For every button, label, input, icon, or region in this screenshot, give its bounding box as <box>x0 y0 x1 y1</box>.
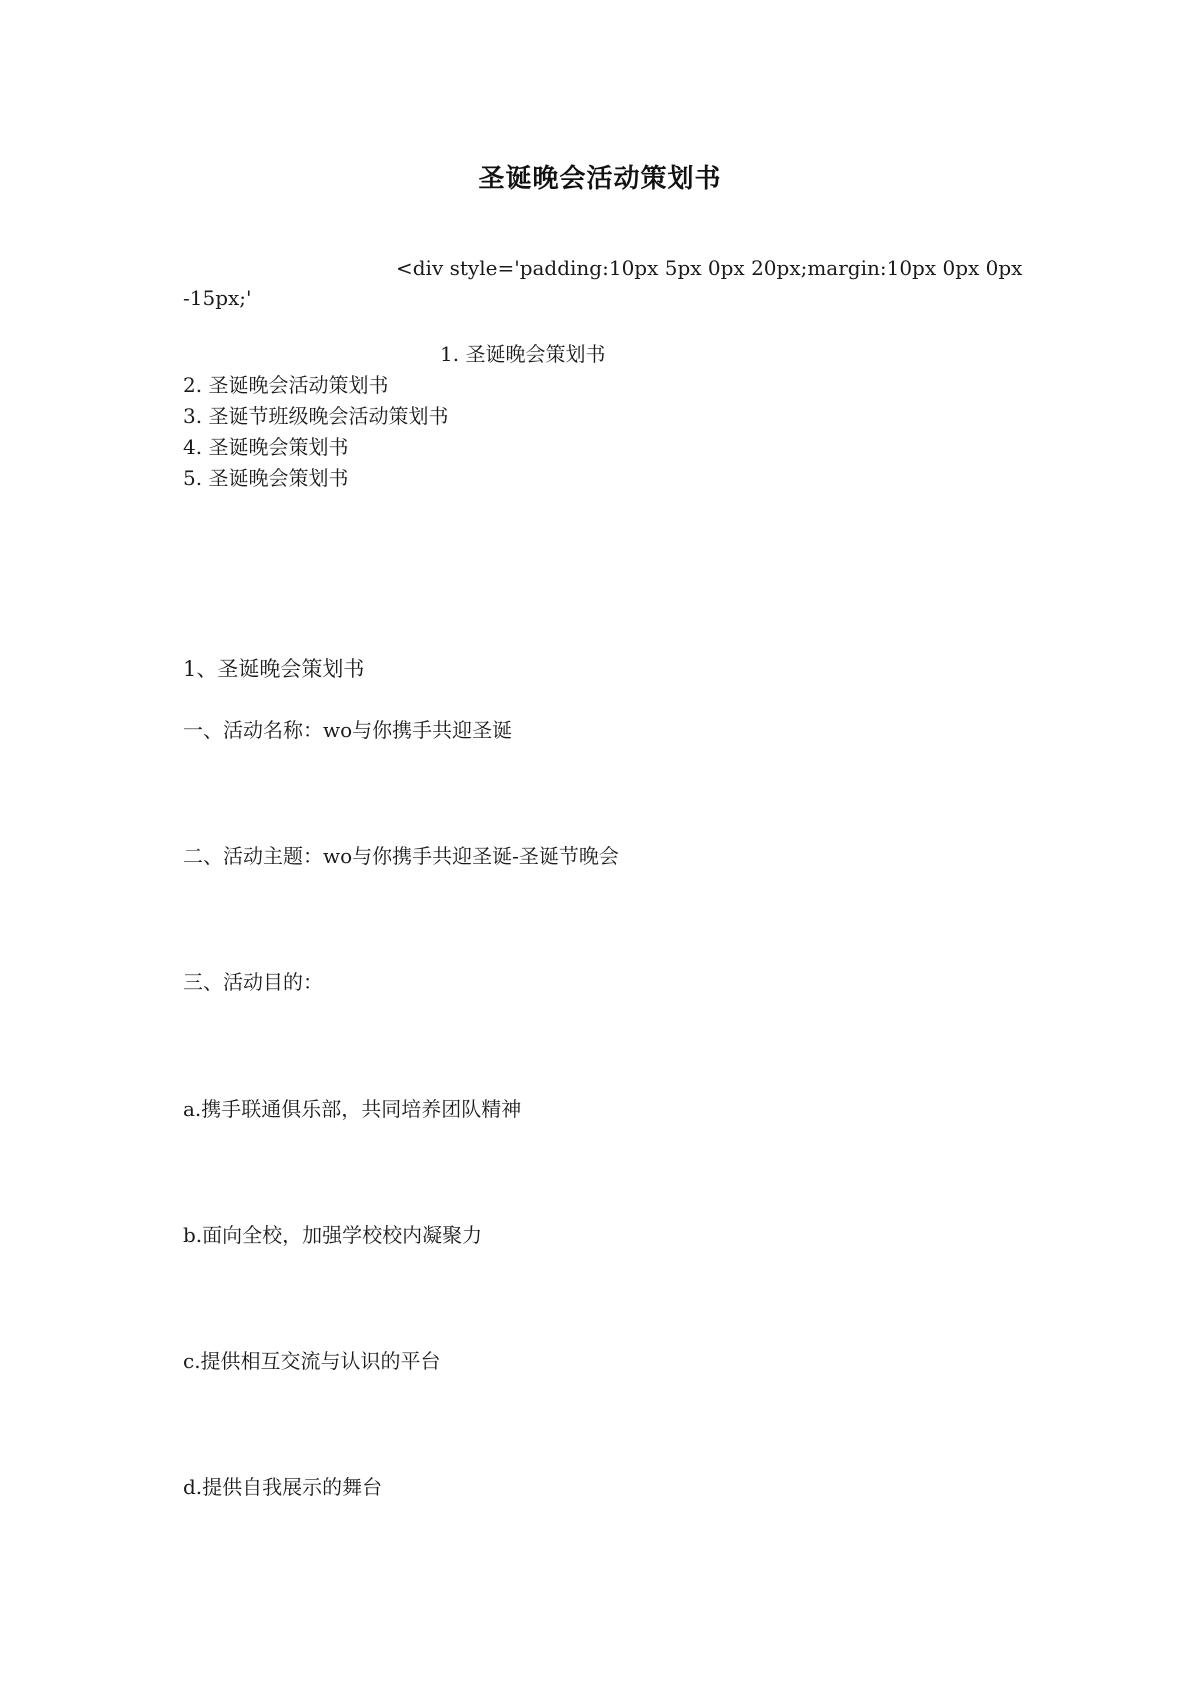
code-text-line-2: -15px;' <box>183 286 252 310</box>
paragraph-activity-name: 一、活动名称：wo与你携手共迎圣诞 <box>183 718 513 742</box>
toc-item-2: 2. 圣诞晚会活动策划书 <box>183 373 389 397</box>
toc-item-4: 4. 圣诞晚会策划书 <box>183 435 349 459</box>
toc-item-1: 1. 圣诞晚会策划书 <box>440 342 606 366</box>
section-heading: 1、圣诞晚会策划书 <box>183 657 365 681</box>
paragraph-purpose-d: d.提供自我展示的舞台 <box>183 1475 383 1499</box>
paragraph-purpose-b: b.面向全校，加强学校校内凝聚力 <box>183 1223 483 1247</box>
toc-item-5: 5. 圣诞晚会策划书 <box>183 466 349 490</box>
paragraph-activity-theme: 二、活动主题：wo与你携手共迎圣诞-圣诞节晚会 <box>183 844 619 868</box>
code-text-line-1: <div style='padding:10px 5px 0px 20px;margin:10px 0px 0px <box>396 256 1023 280</box>
paragraph-activity-purpose: 三、活动目的： <box>183 970 323 994</box>
document-title: 圣诞晚会活动策划书 <box>478 164 722 194</box>
toc-item-3: 3. 圣诞节班级晚会活动策划书 <box>183 404 449 428</box>
paragraph-purpose-c: c.提供相互交流与认识的平台 <box>183 1349 441 1373</box>
paragraph-purpose-a: a.携手联通俱乐部，共同培养团队精神 <box>183 1097 522 1121</box>
